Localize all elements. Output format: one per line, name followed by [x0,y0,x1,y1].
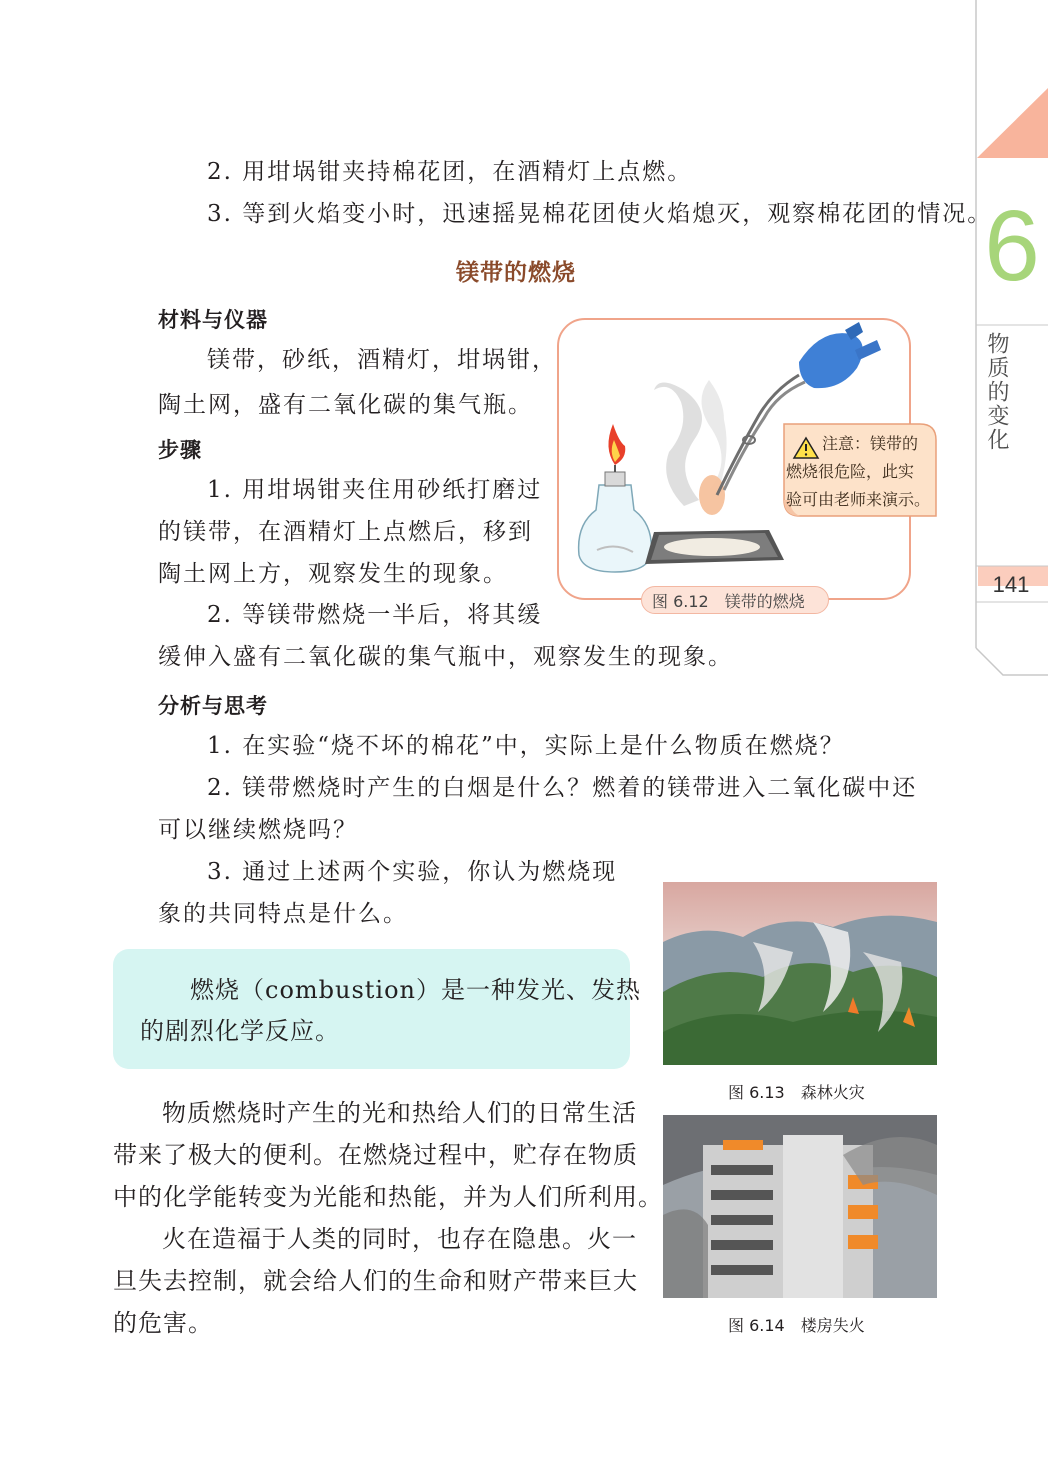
analysis-line: 可以继续燃烧吗？ [158,817,358,843]
materials-line: 镁带，砂纸，酒精灯，坩埚钳， [207,347,557,373]
step-line: 3. 等到火焰变小时，迅速摇晃棉花团使火焰熄灭，观察棉花团的情况。 [207,201,993,227]
step-line: 缓伸入盛有二氧化碳的集气瓶中，观察发生的现象。 [158,644,733,670]
definition-line: 的剧烈化学反应。 [140,1017,340,1045]
paragraph-line: 旦失去控制，就会给人们的生命和财产带来巨大 [113,1267,638,1295]
warning-line: 注意：镁带的 [822,434,919,453]
materials-line: 陶土网，盛有二氧化碳的集气瓶。 [158,392,533,418]
step-line: 2. 等镁带燃烧一半后，将其缓 [207,602,543,628]
step-line: 1. 用坩埚钳夹住用砂纸打磨过 [207,477,543,503]
analysis-heading: 分析与思考 [158,694,268,718]
figure-caption: 图 6.12 镁带的燃烧 [652,592,805,611]
definition-line: 燃烧（combustion）是一种发光、发热 [190,976,642,1004]
paragraph-line: 火在造福于人类的同时，也存在隐患。火一 [162,1225,637,1253]
page-number: 141 [992,572,1030,597]
step-line: 陶土网上方，观察发生的现象。 [158,561,508,587]
warning-text [786,430,936,514]
analysis-line: 1. 在实验“烧不坏的棉花”中，实际上是什么物质在燃烧？ [207,733,845,759]
definition-box [113,949,630,1069]
warning-line: 燃烧很危险，此实 [786,462,915,481]
warning-line: 验可由老师来演示。 [786,490,931,509]
step-line: 2. 用坩埚钳夹持棉花团，在酒精灯上点燃。 [207,159,693,185]
forest-fire-photo [663,882,937,1065]
analysis-line: 3. 通过上述两个实验，你认为燃烧现 [207,859,618,885]
paragraph-line: 的危害。 [113,1309,213,1337]
chapter-title: 物质的变化 [984,332,1009,452]
chapter-number: 6 [984,190,1040,302]
figure-caption: 图 6.14 楼房失火 [728,1316,865,1335]
paragraph-line: 带来了极大的便利。在燃烧过程中，贮存在物质 [113,1141,638,1169]
paragraph-line: 中的化学能转变为光能和热能，并为人们所利用。 [113,1183,663,1211]
step-line: 的镁带，在酒精灯上点燃后，移到 [158,519,533,545]
building-fire-photo [663,1115,937,1298]
analysis-line: 2. 镁带燃烧时产生的白烟是什么？燃着的镁带进入二氧化碳中还 [207,775,918,801]
experiment-title: 镁带的燃烧 [456,260,576,286]
steps-heading: 步骤 [158,438,202,462]
figure-caption: 图 6.13 森林火灾 [728,1083,865,1102]
paragraph-line: 物质燃烧时产生的光和热给人们的日常生活 [162,1099,637,1127]
analysis-line: 象的共同特点是什么。 [158,901,408,927]
materials-heading: 材料与仪器 [158,308,268,332]
